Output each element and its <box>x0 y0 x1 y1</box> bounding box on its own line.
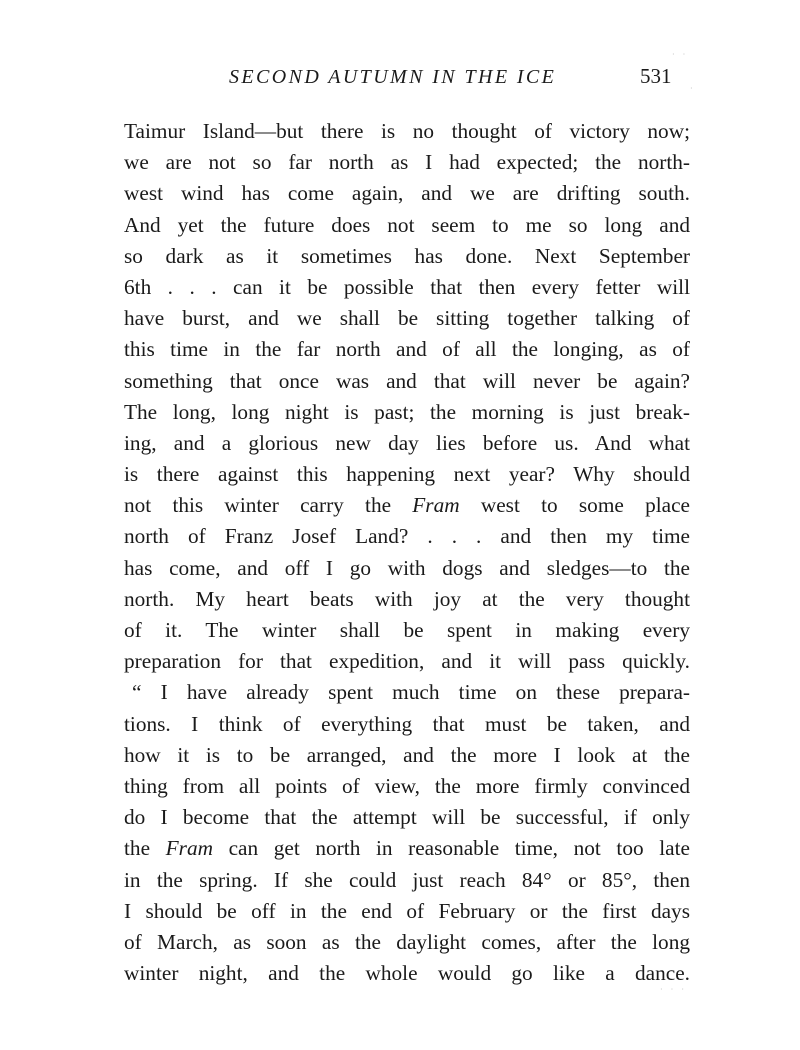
text-line: north of Franz Josef Land? . . . and then my time <box>124 524 690 549</box>
text-line: we are not so far north as I had expected; the north- <box>124 150 690 175</box>
text-line: this time in the far north and of all the longing, as of <box>124 337 690 362</box>
text-line: 6th . . . can it be possible that then every fetter will <box>124 274 690 299</box>
text-line: of it. The winter shall be spent in making every <box>124 618 690 642</box>
text-line: something that once was and that will never be again? <box>124 368 690 393</box>
text-line: how it is to be arranged, and the more I look at the <box>124 742 690 767</box>
text-line: ing, and a glorious new day lies before us. And what <box>124 430 690 455</box>
text-line: so dark as it sometimes has done. Next September <box>124 243 690 268</box>
paper-speck: · · · <box>660 985 687 994</box>
text-line: And yet the future does not seem to me so long and <box>124 212 690 237</box>
text-line: Taimur Island—but there is no thought of victory now; <box>124 119 690 143</box>
text-line: not this winter carry the Fram west to some place <box>124 493 690 518</box>
text-line: in the spring. If she could just reach 84° or 85°, then <box>124 867 690 892</box>
page-number: 531 <box>640 64 672 88</box>
text-line: thing from all points of view, the more firmly convinced <box>124 773 690 798</box>
text-line: west wind has come again, and we are drifting south. <box>124 181 690 206</box>
paper-speck: · · <box>672 50 689 59</box>
paragraph-start-line: “ I have already spent much time on these prepara- <box>132 680 690 705</box>
text-line: north. My heart beats with joy at the very thought <box>124 586 690 611</box>
text-line: is there against this happening next year? Why should <box>124 462 690 487</box>
text-line: the Fram can get north in reasonable time, not too late <box>124 836 691 861</box>
body-text <box>124 116 690 989</box>
text-line: tions. I think of everything that must be taken, and <box>124 711 690 736</box>
text-line: have burst, and we shall be sitting together talking of <box>124 306 690 331</box>
text-line: winter night, and the whole would go like a dance. <box>124 961 690 986</box>
text-line: of March, as soon as the daylight comes, after the long <box>124 929 690 954</box>
paper-speck: · <box>690 84 696 93</box>
text-line: I should be off in the end of February or the first days <box>124 898 690 923</box>
text-line: has come, and off I go with dogs and sledges—to the <box>124 555 690 580</box>
text-line: do I become that the attempt will be successful, if only <box>124 805 690 830</box>
text-line: preparation for that expedition, and it will pass quickly. <box>124 649 690 674</box>
ship-name: Fram <box>165 836 213 861</box>
running-head: SECOND AUTUMN IN THE ICE <box>229 66 557 88</box>
text-line: The long, long night is past; the morning is just break- <box>124 399 690 424</box>
ship-name: Fram <box>412 493 460 518</box>
